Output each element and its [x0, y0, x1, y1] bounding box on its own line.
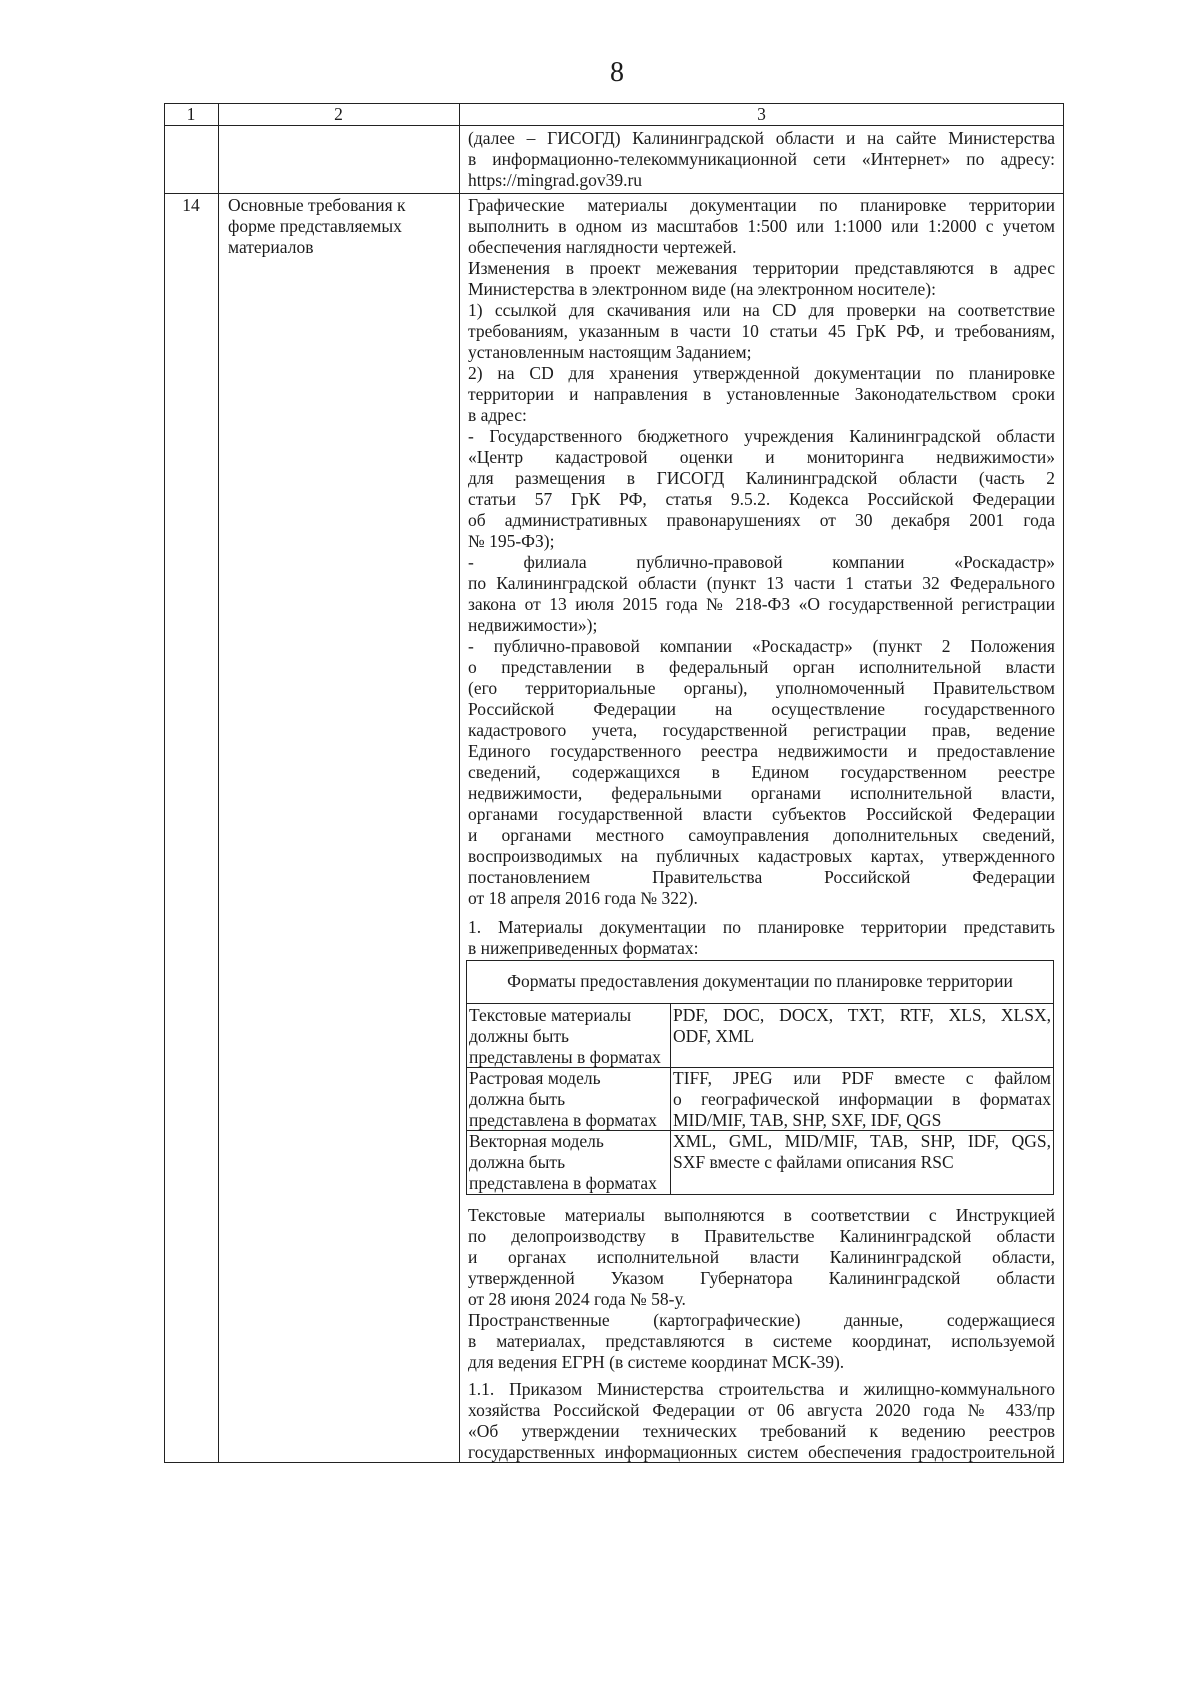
text-line: представлена в форматах: [469, 1172, 657, 1193]
text-line: об административных правонарушениях от 30 декабря 2001 года: [468, 509, 1055, 530]
formats-row-value: [673, 1131, 1051, 1173]
formats-row-label: [469, 1005, 668, 1068]
row-divider: [467, 1003, 1053, 1004]
formats-row-value: [673, 1068, 1051, 1131]
text-line: Текстовые материалы выполняются в соответствии с Инструкцией: [468, 1204, 1055, 1225]
order-reference-text: [468, 1379, 1055, 1463]
text-line: MID/MIF, TAB, SHP, SXF, IDF, QGS: [673, 1109, 942, 1130]
paragraph: [468, 426, 1055, 552]
text-line: Пространственные (картографические) данные, содержащиеся: [468, 1309, 1055, 1330]
text-line: кадастрового учета, государственной регистрации прав, ведение: [468, 719, 1055, 740]
text-line: постановлением Правительства Российской Федерации: [468, 866, 1055, 887]
row-number: 14: [182, 194, 200, 215]
text-line: ODF, XML: [673, 1025, 755, 1046]
header-cell-1: 1: [186, 104, 196, 124]
column-divider: [670, 1003, 671, 1195]
text-line: TIFF, JPEG или PDF вместе с файлом: [673, 1067, 1051, 1088]
paragraph: [468, 1310, 1055, 1373]
text-line: Министерства в электронном виде (на электронном носителе):: [468, 278, 936, 299]
text-line: должна быть: [469, 1088, 566, 1109]
text-line: 1) ссылкой для скачивания или на CD для проверки на соответствие: [468, 299, 1055, 320]
text-line: Текстовые материалы: [469, 1004, 632, 1025]
text-line: утвержденной Указом Губернатора Калининградской области: [468, 1267, 1055, 1288]
text-line: в нижеприведенных форматах:: [468, 937, 699, 958]
text-line: хозяйства Российской Федерации от 06 августа 2020 года № 433/пр: [468, 1399, 1055, 1420]
text-line: воспроизводимых на публичных кадастровых картах, утвержденного: [468, 845, 1055, 866]
text-line: и органах исполнительной власти Калининградской области,: [468, 1246, 1055, 1267]
text-line: (далее – ГИСОГД) Калининградской области и на сайте Министерства: [468, 127, 1055, 148]
text-line: Векторная модель: [469, 1130, 604, 1151]
text-line: «Об утверждении технических требований к ведению реестров: [468, 1420, 1055, 1441]
text-line: по Калининградской области (пункт 13 части 1 статьи 32 Федерального: [468, 572, 1055, 593]
text-line: материалов: [228, 236, 314, 257]
text-line: для ведения ЕГРН (в системе координат МСК-39).: [468, 1351, 845, 1372]
text-line: № 195-ФЗ);: [468, 530, 555, 551]
column-divider: [218, 104, 219, 1462]
text-line: недвижимости, федеральными органами исполнительной власти,: [468, 782, 1055, 803]
text-line: сведений, содержащихся в Едином государственном реестре: [468, 761, 1055, 782]
text-line: Единого государственного реестра недвижимости и предоставление: [468, 740, 1055, 761]
text-line: должны быть: [469, 1025, 570, 1046]
text-line: https://mingrad.gov39.ru: [468, 169, 643, 190]
text-line: закона от 13 июля 2015 года № 218-ФЗ «О государственной регистрации: [468, 593, 1055, 614]
requirement-text: [468, 195, 1055, 909]
text-line: от 18 апреля 2016 года № 322).: [468, 887, 698, 908]
requirement-name: [228, 195, 453, 258]
text-line: PDF, DOC, DOCX, TXT, RTF, XLS, XLSX,: [673, 1004, 1051, 1025]
text-line: и органами местного самоуправления дополнительных сведений,: [468, 824, 1055, 845]
post-table-text: [468, 1205, 1055, 1373]
text-line: должна быть: [469, 1151, 566, 1172]
text-line: - Государственного бюджетного учреждения Калининградской области: [468, 425, 1055, 446]
formats-row-label: [469, 1068, 668, 1131]
previous-row-text: [468, 128, 1055, 191]
page-number: 8: [610, 57, 624, 88]
formats-row-label: [469, 1131, 668, 1194]
text-line: XML, GML, MID/MIF, TAB, SHP, IDF, QGS,: [673, 1130, 1051, 1151]
text-line: - публично-правовой компании «Роскадастр» (пункт 2 Положения: [468, 635, 1055, 656]
paragraph: [468, 636, 1055, 909]
text-line: о представлении в федеральный орган исполнительной власти: [468, 656, 1055, 677]
text-line: для размещения в ГИСОГД Калининградской области (часть 2: [468, 467, 1055, 488]
row-divider: [165, 193, 1063, 194]
text-line: форме представляемых: [228, 215, 402, 236]
paragraph: [468, 1205, 1055, 1310]
text-line: по делопроизводству в Правительстве Калининградской области: [468, 1225, 1055, 1246]
header-cell-3: 3: [757, 104, 766, 124]
text-line: Основные требования к: [228, 194, 406, 215]
header-cell-2: 2: [334, 104, 343, 124]
text-line: (его территориальные органы), уполномоченный Правительством: [468, 677, 1055, 698]
text-line: - филиала публично-правовой компании «Роскадастр»: [468, 551, 1055, 572]
text-line: Российской Федерации на осуществление государственного: [468, 698, 1055, 719]
formats-intro: [468, 917, 1055, 959]
text-line: установленным настоящим Заданием;: [468, 341, 752, 362]
text-line: выполнить в одном из масштабов 1:500 или 1:1000 или 1:2000 с учетом: [468, 215, 1055, 236]
text-line: территории и направления в установленные Законодательством сроки: [468, 383, 1055, 404]
paragraph: [468, 300, 1055, 363]
text-line: обеспечения наглядности чертежей.: [468, 236, 737, 257]
paragraph: [468, 363, 1055, 426]
text-line: Растровая модель: [469, 1067, 601, 1088]
text-line: недвижимости»);: [468, 614, 598, 635]
text-line: 1. Материалы документации по планировке территории представить: [468, 916, 1055, 937]
text-line: статьи 57 ГрК РФ, статья 9.5.2. Кодекса Российской Федерации: [468, 488, 1055, 509]
text-line: Графические материалы документации по планировке территории: [468, 194, 1055, 215]
text-line: 2) на CD для хранения утвержденной документации по планировке: [468, 362, 1055, 383]
text-line: органами государственной власти субъектов Российской Федерации: [468, 803, 1055, 824]
text-line: Изменения в проект межевания территории представляются в адрес: [468, 257, 1055, 278]
text-line: 1.1. Приказом Министерства строительства и жилищно-коммунального: [468, 1378, 1055, 1399]
paragraph: [468, 195, 1055, 258]
paragraph: [468, 552, 1055, 636]
text-line: в адрес:: [468, 404, 527, 425]
text-line: государственных информационных систем обеспечения градостроительной: [468, 1441, 1055, 1462]
formats-table-title: Форматы предоставления документации по планировке территории: [507, 970, 1013, 991]
text-line: о географической информации в форматах: [673, 1088, 1051, 1109]
formats-row-value: [673, 1005, 1051, 1047]
text-line: в материалах, представляются в системе координат, используемой: [468, 1330, 1055, 1351]
text-line: представлены в форматах: [469, 1046, 661, 1067]
text-line: в информационно-телекоммуникационной сети «Интернет» по адресу:: [468, 148, 1055, 169]
text-line: «Центр кадастровой оценки и мониторинга недвижимости»: [468, 446, 1055, 467]
paragraph: [468, 258, 1055, 300]
text-line: представлена в форматах: [469, 1109, 657, 1130]
column-divider: [459, 104, 460, 1462]
text-line: требованиям, указанным в части 10 статьи 45 ГрК РФ, и требованиям,: [468, 320, 1055, 341]
text-line: SXF вместе с файлами описания RSC: [673, 1151, 954, 1172]
text-line: от 28 июня 2024 года № 58-у.: [468, 1288, 686, 1309]
